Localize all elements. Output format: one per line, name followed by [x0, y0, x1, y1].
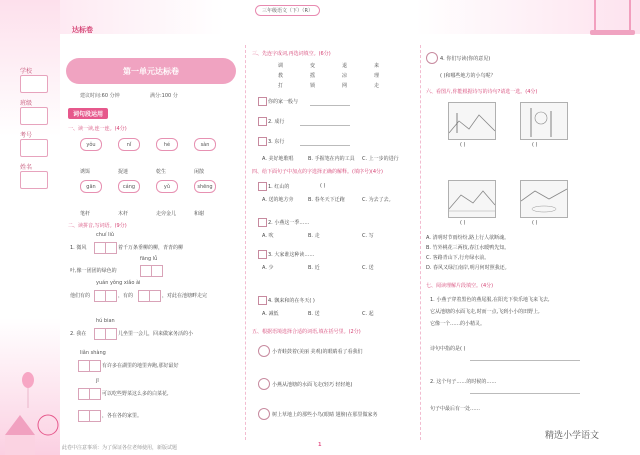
class-label: 班级 — [20, 100, 33, 107]
word-top-2: 捉迷 — [118, 169, 129, 175]
sentence-number-box — [258, 97, 267, 106]
section-heading: 词句段运用 — [68, 108, 108, 119]
scene-picture-3 — [448, 180, 496, 218]
q4-s1-option-a: A. 送的地方旁 — [262, 197, 294, 203]
answer-box[interactable] — [149, 290, 161, 302]
exam-number-field[interactable] — [20, 139, 48, 157]
q4-answer-paren[interactable]: ( ) — [320, 183, 326, 189]
q4-s1-option-c: C. 为去了去。 — [362, 197, 394, 203]
answer-box[interactable] — [105, 290, 117, 302]
reading-line-1: 1. 小燕子穿着黑色的燕尾服,在阳光下快乐地飞来飞去, — [430, 297, 550, 303]
q4-option-b: B. 手握笔在内的工具 — [308, 156, 355, 162]
school-field[interactable] — [20, 75, 48, 93]
question-4-prompt: 四、给下面句子中加点的字选择正确的解释。(填序号)(4分) — [252, 169, 383, 175]
q4-s3-option-b: B. 近 — [308, 265, 320, 271]
q4-s3-option-c: C. 送 — [362, 265, 374, 271]
top-decorative-band — [0, 0, 640, 34]
grade-label: 三年级语文（下）（R） — [255, 5, 320, 16]
q3-char-r3c1: 打 — [278, 83, 284, 89]
q3-char-r3c4: 走 — [374, 83, 380, 89]
sentence-number-box — [258, 296, 267, 305]
sentence-number-box — [258, 218, 267, 227]
carnival-illustration — [0, 360, 60, 455]
bear-icon — [258, 408, 270, 420]
q3-char-r3c3: 网 — [342, 83, 348, 89]
poem-option-c: C. 客路青山下,行舟绿水前。 — [426, 255, 490, 261]
word-top-3: 乾生 — [156, 169, 167, 175]
answer-line[interactable] — [470, 393, 580, 394]
q2-line-3: 他们有的 — [70, 293, 91, 299]
bear-icon — [426, 52, 438, 64]
poem-option-b: B. 竹外桃花三两枝,春江水暖鸭先知。 — [426, 245, 510, 251]
q3-char-r3c2: 锁 — [310, 83, 316, 89]
scene-picture-1 — [448, 102, 496, 140]
q4-s4-option-a: A. 减低 — [262, 311, 279, 317]
pinyin-cloud-6: cáng — [118, 180, 140, 193]
name-label: 姓名 — [20, 164, 33, 171]
answer-line[interactable] — [470, 360, 580, 361]
picture-2-answer[interactable]: ( ) — [532, 142, 538, 148]
pinyin-hint-4: hú bian — [96, 318, 115, 324]
answer-box[interactable] — [89, 388, 101, 400]
answer-line[interactable] — [310, 105, 350, 106]
question-6-prompt: 六、看图片,你能根据诗写的诗句?请选一选。(4分) — [426, 89, 538, 95]
poem-option-a: A. 清明时节雨纷纷,路上行人欲断魂。 — [426, 235, 510, 241]
pinyin-cloud-8: shēng — [194, 180, 216, 193]
series-logo: 达标卷 — [72, 26, 93, 34]
column-divider-1 — [245, 45, 246, 440]
page-number: 1 — [318, 442, 322, 448]
reading-line-4: 诗句中指的是( ) — [430, 346, 466, 352]
answer-line[interactable] — [300, 125, 350, 126]
q2-line-3c: ，对此在池塘畔走完 — [162, 293, 208, 299]
right-top-sentence-2: ( )和哪些地方的小鸟呢？ — [440, 73, 496, 79]
answer-box[interactable] — [89, 360, 101, 372]
school-label: 学校 — [20, 68, 33, 75]
footer-note: 此卷中注意事项：为了保证各位老师使用，新版试题 — [62, 445, 178, 451]
q3-char-r1c2: 变 — [310, 63, 316, 69]
q4-sentence-3: 3. 大家谁这种读…… — [268, 252, 315, 258]
q3-char-r1c1: 调 — [278, 63, 284, 69]
q3-char-r2c2: 摇 — [310, 73, 316, 79]
q2-line-3b: ，有的 — [118, 293, 134, 299]
q4-option-a: A. 美好地歌唱 — [262, 156, 294, 162]
pinyin-hint-2: fāng lǚ — [140, 256, 158, 262]
q4-s2-option-c: C. 写 — [362, 233, 374, 239]
name-field[interactable] — [20, 171, 48, 189]
picture-4-answer[interactable]: ( ) — [532, 220, 538, 226]
question-5-prompt: 五、根据语境选择合适的词语,填在括号里。(2分) — [252, 329, 361, 335]
swing-illustration — [575, 0, 640, 45]
q4-s2-option-b: B. 走 — [308, 233, 320, 239]
answer-box[interactable] — [105, 242, 117, 254]
pinyin-hint-1: chuí liǔ — [96, 232, 115, 238]
q4-s3-option-a: A. 少 — [262, 265, 274, 271]
q4-sentence-2: 2. 小燕这一季…… — [268, 220, 310, 226]
q3-sentence-2: 2. 成行 — [268, 119, 285, 125]
word-bottom-1: 笔杆 — [80, 211, 91, 217]
sentence-number-box — [258, 117, 267, 126]
q2-line-1b: 着千万条垂柳的柳，青青的柳 — [118, 245, 184, 251]
reading-line-5: 2. 这个句子……的时候的…… — [430, 379, 497, 385]
word-top-1: 诱饵 — [80, 169, 91, 175]
scene-picture-4 — [520, 180, 568, 218]
bear-icon — [258, 378, 270, 390]
q2-line-4b: 儿坐里一会儿，回来做家务活的小 — [118, 331, 194, 337]
pinyin-cloud-2: nǐ — [118, 138, 140, 151]
answer-box[interactable] — [89, 410, 101, 422]
question-1-prompt: 一、读一读,连一连。(4分) — [68, 126, 127, 132]
answer-box[interactable] — [105, 328, 117, 340]
picture-3-answer[interactable]: ( ) — [460, 220, 466, 226]
q5-sentence-2: 小燕从池塘的水面飞走(轻巧 轻轻地) — [272, 382, 353, 388]
q3-char-r2c3: 凉 — [342, 73, 348, 79]
word-top-4: 闲散 — [194, 169, 205, 175]
q4-sentence-4: 4. 飘来和的在冬天( ) — [268, 298, 315, 304]
full-score: 满分:100 分 — [150, 93, 178, 99]
paper-title: 第一单元达标卷 — [66, 58, 236, 84]
watermark-text: 精选小学语文 — [545, 431, 600, 441]
sentence-number-box — [258, 182, 267, 191]
pinyin-cloud-3: hé — [156, 138, 178, 151]
q3-char-r1c3: 退 — [342, 63, 348, 69]
pinyin-hint-6: jī — [96, 378, 99, 384]
q2-line-4a: 2. 我在 — [70, 331, 87, 337]
q3-char-r1c4: 来 — [374, 63, 380, 69]
q4-s2-option-a: A. 吹 — [262, 233, 274, 239]
q3-char-r2c4: 理 — [374, 73, 380, 79]
q5-sentence-3: 树上草地上的那些小鸟(眼睛 翅膀)在那里做家务 — [272, 412, 378, 418]
q3-sentence-3: 3. 东行 — [268, 139, 285, 145]
q4-sentence-1: 1. 红山的 — [268, 184, 290, 190]
scene-picture-2 — [520, 102, 568, 140]
suggested-time: 建议时间:60 分钟 — [80, 93, 120, 99]
reading-line-6: 句子中最后有一处…… — [430, 406, 481, 412]
q2-line-5: 有许多在湖里的地里奔跑,那好最好 — [102, 363, 179, 369]
answer-line[interactable] — [300, 145, 350, 146]
question-2-prompt: 二、读拼音,写词语。(9分) — [68, 223, 127, 229]
q3-sentence-1: 你的家一般与 — [268, 99, 299, 105]
reading-line-2: 它从池塘的水面飞走,时而一点,飞到小小的田野上, — [430, 309, 540, 315]
pinyin-cloud-7: yǔ — [156, 180, 178, 193]
q2-line-7: ，各在各的家里。 — [102, 413, 143, 419]
word-bottom-4: 和谢 — [194, 211, 205, 217]
q4-option-c: C. 上一步的进行 — [362, 156, 399, 162]
pinyin-cloud-4: sàn — [194, 138, 216, 151]
q4-s1-option-b: B. 春冬天下迁跑 — [308, 197, 345, 203]
question-3-prompt: 三、先连字成词,再选词填空。(6分) — [252, 51, 331, 57]
q3-char-r2c1: 教 — [278, 73, 284, 79]
q2-line-2: 叶,像一团团的绿色的 — [70, 268, 117, 274]
class-field[interactable] — [20, 107, 48, 125]
exam-number-label: 考号 — [20, 132, 33, 139]
bear-icon — [258, 345, 270, 357]
sentence-number-box — [258, 137, 267, 146]
q2-line-1a: 1. 微风 — [70, 245, 87, 251]
column-divider-2 — [420, 45, 421, 440]
q4-s4-option-c: C. 起 — [362, 311, 374, 317]
q2-line-6: 可以吃些野菜这么多的白菜花, — [102, 391, 169, 397]
pinyin-hint-3: yuán yǒng xiǎo ài — [96, 280, 141, 286]
q4-s4-option-b: B. 送 — [308, 311, 320, 317]
pinyin-hint-5: liǎn shàng — [80, 350, 106, 356]
pinyin-cloud-1: yǒu — [80, 138, 102, 151]
sentence-number-box — [258, 250, 267, 259]
q5-sentence-1: 小青蛙鼓着(美丽 美观)的眼睛看了看我们 — [272, 349, 363, 355]
poem-option-d: D. 春风又绿江南岸,明月何时照我还。 — [426, 265, 510, 271]
right-top-sentence-1: 4. 你们写读(你的意见) — [440, 56, 491, 62]
word-bottom-3: 走旁金儿 — [156, 211, 177, 217]
picture-1-answer[interactable]: ( ) — [460, 142, 466, 148]
word-bottom-2: 木杆 — [118, 211, 129, 217]
reading-line-3: 它像一个……的小精灵。 — [430, 321, 486, 327]
question-7-prompt: 七、阅读理解片段填空。(4分) — [426, 283, 494, 289]
pinyin-cloud-5: gān — [80, 180, 102, 193]
answer-box[interactable] — [151, 265, 163, 277]
